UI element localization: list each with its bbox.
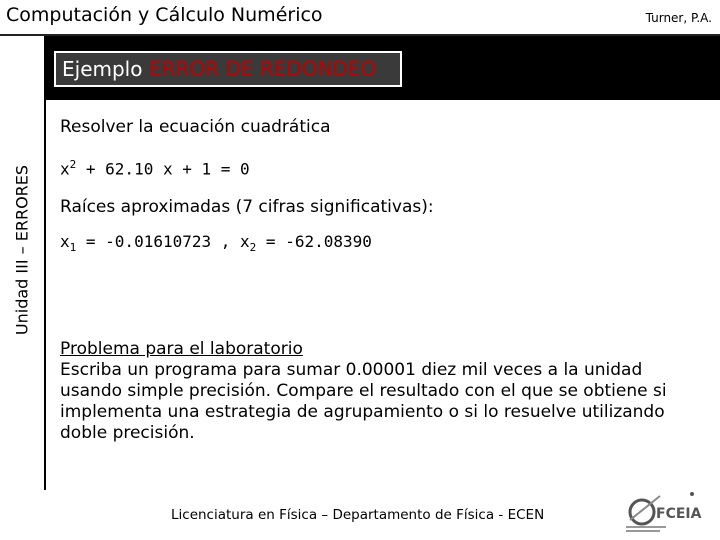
root2-var: x <box>240 232 250 251</box>
header-bar <box>0 0 720 36</box>
problem-body: Escriba un programa para sumar 0.00001 diez mil veces a la unidad usando simple precisión. Compare el resultado con el que se obtiene si implementa una estrategia de agrupamiento o si lo resuelve utilizando doble precisión. <box>60 360 667 443</box>
quadratic-equation <box>60 158 250 178</box>
fceia-logo-icon <box>622 490 714 536</box>
slide-title-box <box>54 51 402 87</box>
course-title: Computación y Cálculo Numérico <box>6 4 323 26</box>
author-name: Turner, P.A. <box>645 11 712 25</box>
equation-exponent: 2 <box>69 158 77 171</box>
root1-var: x <box>60 232 70 251</box>
slide-title-highlight: ERROR DE REDONDEO <box>148 57 377 81</box>
root2-value: = -62.08390 <box>256 232 372 251</box>
svg-text:FCEIA: FCEIA <box>656 506 702 522</box>
roots-line <box>60 232 372 254</box>
unit-label: Unidad III – ERRORES <box>12 164 32 336</box>
problem-title: Problema para el laboratorio <box>60 339 303 359</box>
panel-edge <box>44 322 46 490</box>
footer-text: Licenciatura en Física – Departamento de Física - ECEN <box>171 507 545 523</box>
slide-title-prefix: Ejemplo <box>62 57 143 81</box>
root2-sub: 2 <box>249 241 257 255</box>
lab-problem <box>60 339 700 444</box>
root1-value: = -0.01610723 , <box>76 232 241 251</box>
intro-text: Resolver la ecuación cuadrática <box>60 117 331 137</box>
slide-title <box>56 53 400 85</box>
roots-label: Raíces aproximadas (7 cifras significativas): <box>60 197 434 217</box>
equation-rest: + 62.10 x + 1 = 0 <box>76 159 250 179</box>
root1-sub: 1 <box>69 241 77 255</box>
equation-base: x <box>60 159 70 179</box>
